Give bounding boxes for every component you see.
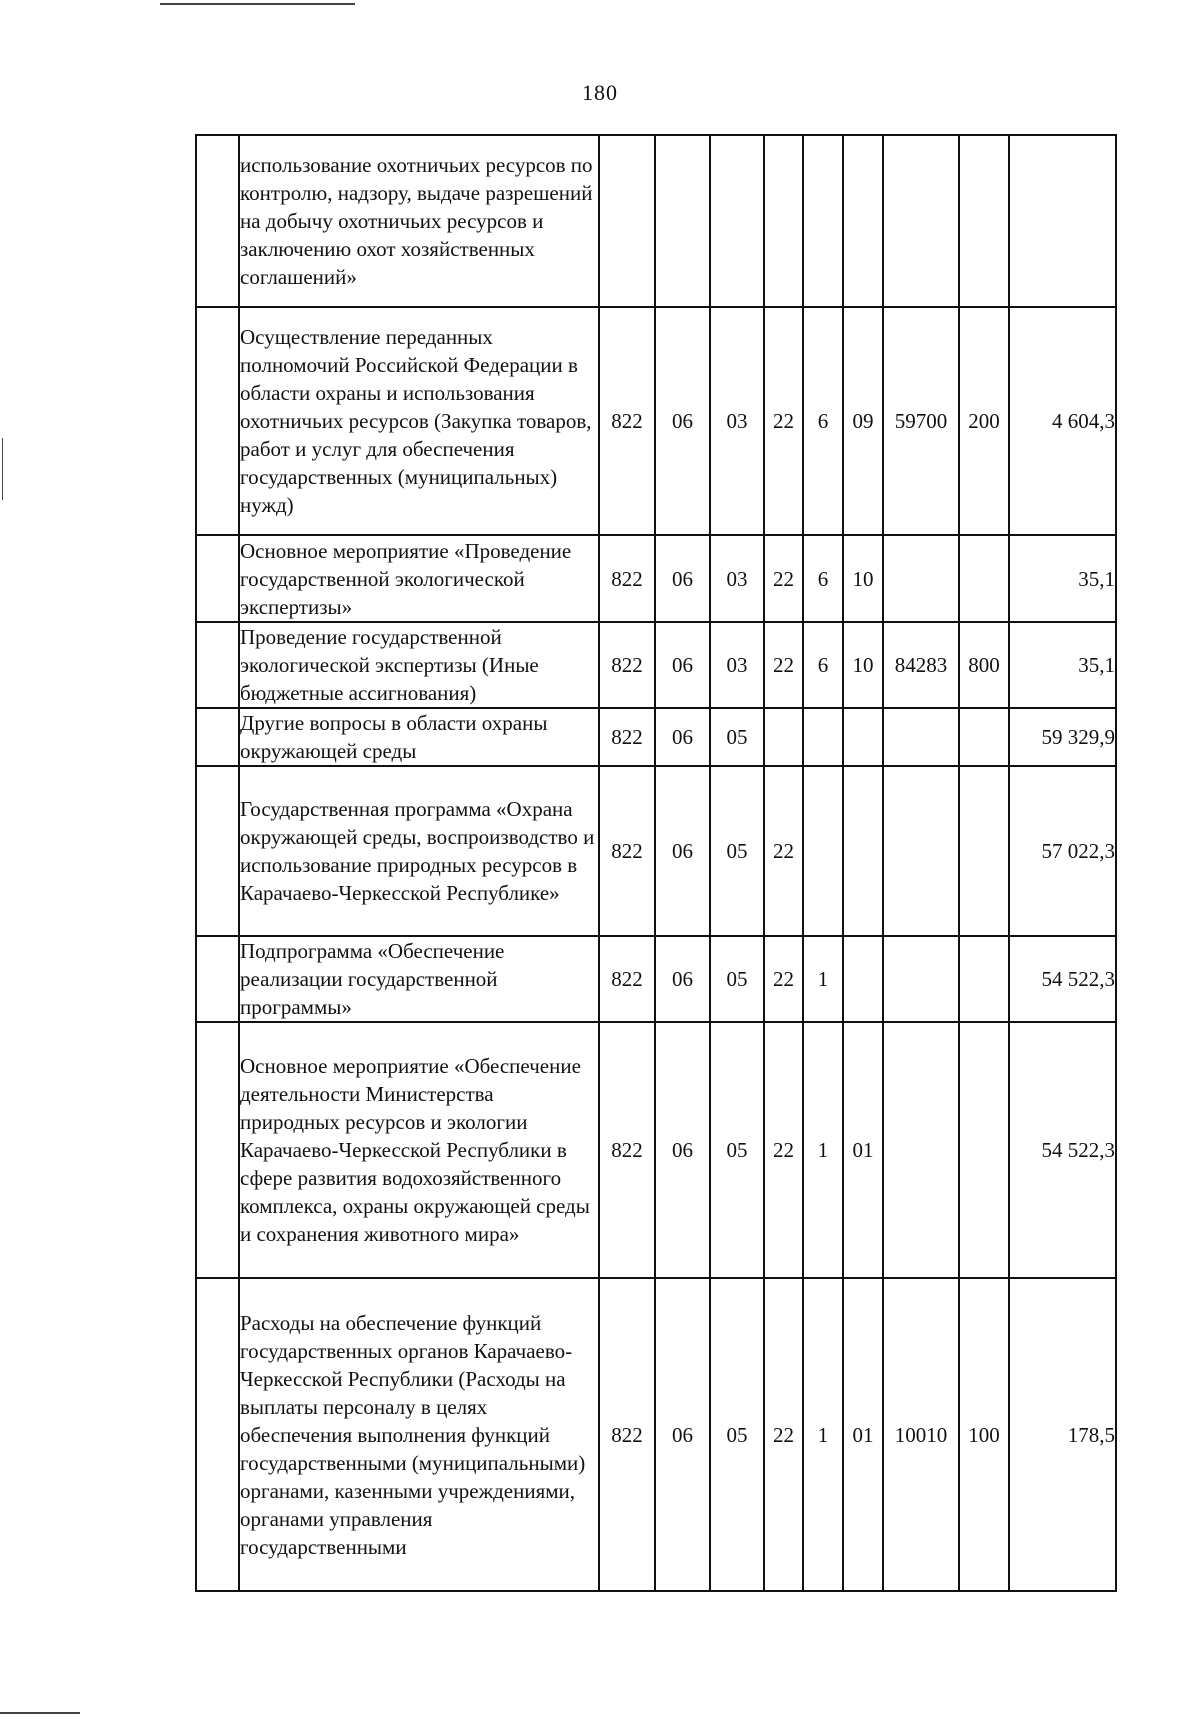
row-marker-cell [196, 535, 239, 622]
code-section: 06 [655, 1278, 710, 1591]
code-direction: 59700 [883, 307, 959, 535]
code-ministry: 822 [599, 307, 655, 535]
code-measure: 01 [843, 1022, 883, 1278]
code-subsection: 03 [710, 307, 764, 535]
code-expense-type [959, 766, 1009, 936]
row-name: Подпрограмма «Обеспечение реализации государственной программы» [239, 936, 599, 1022]
code-measure [843, 135, 883, 307]
row-name: Основное мероприятие «Проведение государственной экологической экспертизы» [239, 535, 599, 622]
code-subsection: 05 [710, 1278, 764, 1591]
code-expense-type [959, 535, 1009, 622]
code-program: 22 [764, 622, 803, 708]
row-sum: 178,5 [1009, 1278, 1116, 1591]
code-direction [883, 708, 959, 766]
table-row [196, 708, 1116, 766]
code-ministry: 822 [599, 1022, 655, 1278]
table-row [196, 936, 1116, 1022]
code-expense-type [959, 708, 1009, 766]
code-ministry: 822 [599, 936, 655, 1022]
code-subprogram: 1 [803, 936, 843, 1022]
code-ministry: 822 [599, 535, 655, 622]
code-program: 22 [764, 307, 803, 535]
row-name: Проведение государственной экологической экспертизы (Иные бюджетные ассигнования) [239, 622, 599, 708]
code-expense-type: 800 [959, 622, 1009, 708]
budget-table [195, 134, 1117, 1592]
code-program: 22 [764, 1278, 803, 1591]
code-subprogram: 6 [803, 307, 843, 535]
code-section: 06 [655, 307, 710, 535]
code-expense-type: 100 [959, 1278, 1009, 1591]
row-marker-cell [196, 622, 239, 708]
code-subsection: 03 [710, 622, 764, 708]
scan-mark-left [2, 438, 3, 500]
code-section: 06 [655, 936, 710, 1022]
table-row [196, 307, 1116, 535]
row-sum: 54 522,3 [1009, 1022, 1116, 1278]
scan-mark-top [160, 3, 355, 5]
code-section: 06 [655, 535, 710, 622]
table-row [196, 622, 1116, 708]
code-subsection [710, 135, 764, 307]
code-measure [843, 766, 883, 936]
code-ministry: 822 [599, 622, 655, 708]
row-name: Расходы на обеспечение функций государственных органов Карачаево-Черкесской Республики (Расходы на выплаты персоналу в целях обеспечения выполнения функций государственными (муниципальными) органами, казенными учреждениями, органами управления государственными [239, 1278, 599, 1591]
code-measure: 10 [843, 535, 883, 622]
table-row [196, 1278, 1116, 1591]
row-sum: 4 604,3 [1009, 307, 1116, 535]
code-direction [883, 936, 959, 1022]
code-ministry: 822 [599, 766, 655, 936]
code-section: 06 [655, 708, 710, 766]
row-sum: 35,1 [1009, 535, 1116, 622]
page-number: 180 [582, 80, 618, 105]
code-measure: 01 [843, 1278, 883, 1591]
code-subprogram: 1 [803, 1278, 843, 1591]
code-subprogram [803, 708, 843, 766]
row-sum: 54 522,3 [1009, 936, 1116, 1022]
row-sum: 57 022,3 [1009, 766, 1116, 936]
code-ministry: 822 [599, 1278, 655, 1591]
code-section: 06 [655, 622, 710, 708]
code-ministry [599, 135, 655, 307]
code-subprogram: 6 [803, 622, 843, 708]
code-subsection: 05 [710, 936, 764, 1022]
code-subsection: 03 [710, 535, 764, 622]
row-marker-cell [196, 708, 239, 766]
row-sum: 35,1 [1009, 622, 1116, 708]
code-subprogram: 1 [803, 1022, 843, 1278]
code-measure [843, 936, 883, 1022]
row-marker-cell [196, 1022, 239, 1278]
row-name: Другие вопросы в области охраны окружающей среды [239, 708, 599, 766]
code-subsection: 05 [710, 708, 764, 766]
code-measure: 10 [843, 622, 883, 708]
code-measure: 09 [843, 307, 883, 535]
code-program [764, 708, 803, 766]
code-section: 06 [655, 766, 710, 936]
row-marker-cell [196, 766, 239, 936]
row-marker-cell [196, 135, 239, 307]
code-subsection: 05 [710, 1022, 764, 1278]
code-ministry: 822 [599, 708, 655, 766]
code-section [655, 135, 710, 307]
code-program [764, 135, 803, 307]
code-program: 22 [764, 766, 803, 936]
code-measure [843, 708, 883, 766]
table-row [196, 1022, 1116, 1278]
code-section: 06 [655, 1022, 710, 1278]
code-expense-type [959, 1022, 1009, 1278]
code-direction: 10010 [883, 1278, 959, 1591]
code-program: 22 [764, 1022, 803, 1278]
code-direction [883, 766, 959, 936]
table-row [196, 135, 1116, 307]
table-row [196, 766, 1116, 936]
code-subprogram: 6 [803, 535, 843, 622]
code-program: 22 [764, 535, 803, 622]
code-subprogram [803, 135, 843, 307]
code-direction [883, 1022, 959, 1278]
code-expense-type: 200 [959, 307, 1009, 535]
code-program: 22 [764, 936, 803, 1022]
row-marker-cell [196, 307, 239, 535]
row-name: использование охотничьих ресурсов по контролю, надзору, выдаче разрешений на добычу охотничьих ресурсов и заключению охот хозяйственных соглашений» [239, 135, 599, 307]
table-row [196, 535, 1116, 622]
row-name: Государственная программа «Охрана окружающей среды, воспроизводство и использование природных ресурсов в Карачаево-Черкесской Республике» [239, 766, 599, 936]
code-subprogram [803, 766, 843, 936]
row-sum [1009, 135, 1116, 307]
row-name: Осуществление переданных полномочий Российской Федерации в области охраны и использования охотничьих ресурсов (Закупка товаров, работ и услуг для обеспечения государственных (муниципальных) нужд) [239, 307, 599, 535]
code-expense-type [959, 936, 1009, 1022]
code-direction: 84283 [883, 622, 959, 708]
row-marker-cell [196, 1278, 239, 1591]
code-direction [883, 535, 959, 622]
row-sum: 59 329,9 [1009, 708, 1116, 766]
code-subsection: 05 [710, 766, 764, 936]
code-expense-type [959, 135, 1009, 307]
row-marker-cell [196, 936, 239, 1022]
code-direction [883, 135, 959, 307]
row-name: Основное мероприятие «Обеспечение деятельности Министерства природных ресурсов и экологии Карачаево-Черкесской Республики в сфере развития водохозяйственного комплекса, охраны окружающей среды и сохранения животного мира» [239, 1022, 599, 1278]
scan-mark-bottom [0, 1712, 80, 1714]
